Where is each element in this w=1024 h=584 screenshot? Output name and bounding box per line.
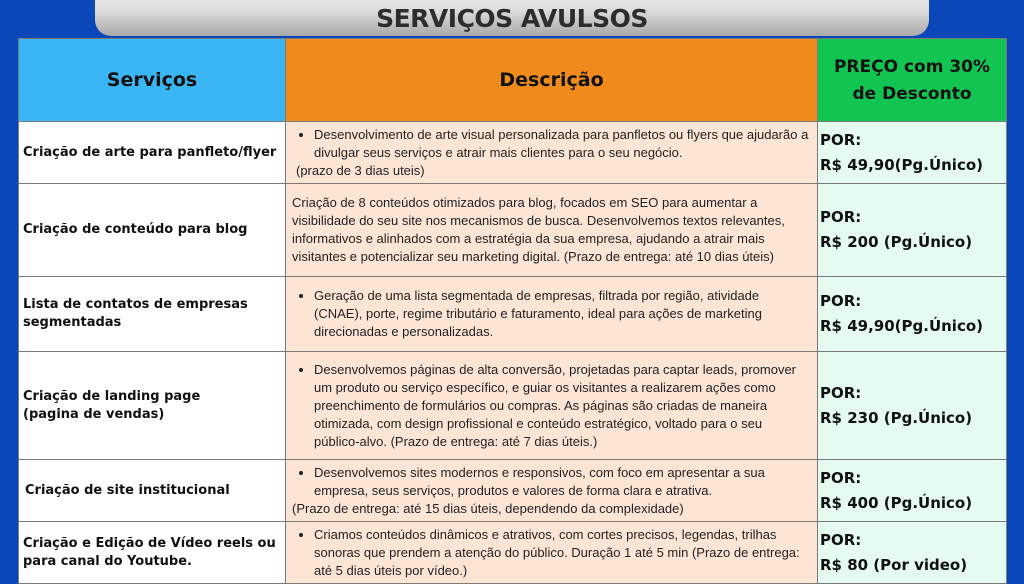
description-bullet: • Desenvolvimento de arte visual personalizada para panfletos ou flyers que ajudarão a divulgar seus serviços e atrair mais clientes para o seu negócio. <box>314 126 811 162</box>
service-price <box>818 522 1007 584</box>
service-price <box>818 352 1007 460</box>
service-name-line2: (pagina de vendas) <box>23 406 165 422</box>
description-bullet: • Criamos conteúdos dinâmicos e atrativos, com cortes precisos, legendas, trilhas sonoras que prendem a atenção do público. Duração 1 até 5 min (Prazo de entrega: até 5 dias úteis por vídeo.) <box>314 526 811 580</box>
table-row <box>19 122 1007 184</box>
description-note: (prazo de 3 dias uteis) <box>296 162 425 178</box>
service-name: Criação de site institucional <box>19 460 286 522</box>
description-bullet: • Desenvolvemos sites modernos e responsivos, com foco em apresentar a sua empresa, seus serviços, produtos e valores de forma clara e atrativa. <box>314 464 811 500</box>
price-label: POR: <box>820 383 862 402</box>
header-services: Serviços <box>19 39 286 122</box>
price-value: R$ 80 (Por video) <box>820 555 968 574</box>
price-label: POR: <box>820 292 862 310</box>
service-price <box>818 122 1007 184</box>
service-description <box>286 352 818 460</box>
service-name-line2: para canal do Youtube. <box>23 553 192 569</box>
description-bullet: • Desenvolvemos páginas de alta conversão, projetadas para captar leads, promover um produto ou serviço específico, e guiar os visitantes a realizarem ações como preenchimento de formulários ou compras. As páginas são criadas de maneira otimizada, com design profissional e conteúdo estratégico, voltado para o seu público-alvo. (Prazo de entrega: até 7 dias úteis.) <box>314 361 811 451</box>
service-price <box>818 184 1007 277</box>
service-description <box>286 522 818 584</box>
table-row <box>19 184 1007 277</box>
service-name <box>19 352 286 460</box>
price-value: R$ 49,90(Pg.Único) <box>820 155 983 174</box>
service-name <box>19 277 286 352</box>
service-price <box>818 277 1007 352</box>
title-banner <box>95 0 929 36</box>
price-label: POR: <box>820 468 862 487</box>
price-value: R$ 200 (Pg.Único) <box>820 233 973 251</box>
price-label: POR: <box>820 208 862 226</box>
service-description <box>286 460 818 522</box>
service-price <box>818 460 1007 522</box>
table-row <box>19 460 1007 522</box>
description-text: Criação de 8 conteúdos otimizados para blog, focados em SEO para aumentar a visibilidade do seu site nos mecanismos de busca. Desenvolvemos textos relevantes, informativos e alinhados com a estratégia da sua empresa, ajudando a atrair mais visitantes e potencializar seu marketing digital. (Prazo de entrega: até 10 dias úteis) <box>292 195 785 264</box>
service-name-line2: segmentadas <box>23 315 122 330</box>
service-description <box>286 122 818 184</box>
service-name-line1: Lista de contatos de empresas <box>23 297 248 312</box>
service-description <box>286 277 818 352</box>
header-price-line2: de Desconto <box>852 84 972 104</box>
service-name-line1: Criação de landing page <box>23 388 201 404</box>
table-row <box>19 277 1007 352</box>
price-label: POR: <box>820 130 862 149</box>
header-price-line1: PREÇO com 30% <box>833 57 991 77</box>
price-value: R$ 400 (Pg.Único) <box>820 493 973 512</box>
service-description <box>286 184 818 277</box>
service-name-line1: Criação e Edição de Vídeo reels ou <box>23 535 276 551</box>
price-label: POR: <box>820 530 862 549</box>
table-row <box>19 352 1007 460</box>
service-name <box>19 522 286 584</box>
table-row <box>19 522 1007 584</box>
description-note: (Prazo de entrega: até 15 dias úteis, dependendo da complexidade) <box>292 500 684 516</box>
service-name: Criação de conteúdo para blog <box>19 184 286 277</box>
header-price <box>818 39 1007 122</box>
header-description: Descrição <box>286 39 818 122</box>
description-bullet: • Geração de uma lista segmentada de empresas, filtrada por região, atividade (CNAE), porte, regime tributário e faturamento, ideal para ações de marketing direcionadas e personalizadas. <box>314 287 811 341</box>
service-name: Criação de arte para panfleto/flyer <box>19 122 286 184</box>
table-header-row <box>19 39 1007 122</box>
price-value: R$ 230 (Pg.Único) <box>820 408 973 427</box>
page-title: SERVIÇOS AVULSOS <box>376 4 648 33</box>
price-value: R$ 49,90(Pg.Único) <box>820 317 983 335</box>
services-table <box>18 38 1007 584</box>
